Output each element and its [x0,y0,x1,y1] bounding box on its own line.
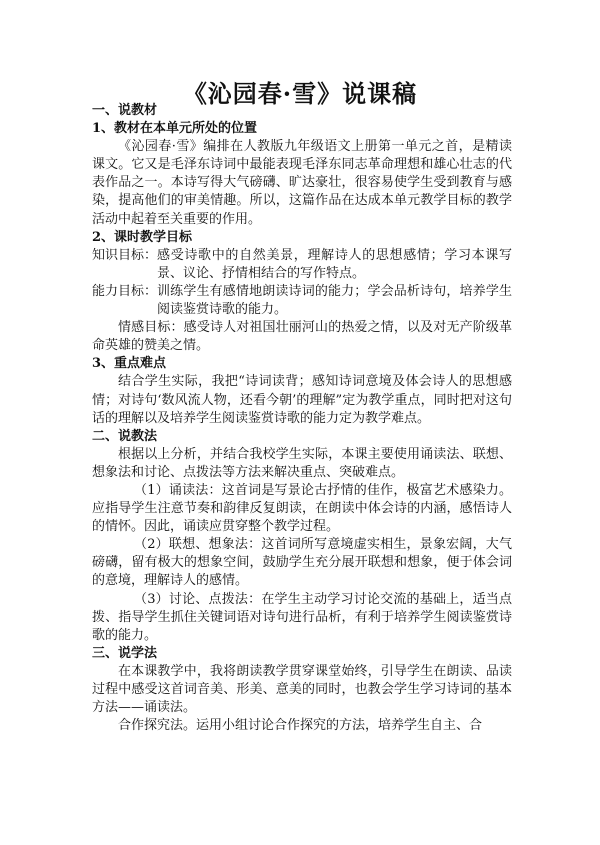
paragraph: 合作探究法。运用小组讨论合作探究的方法，培养学生自主、合 [118,718,483,734]
ability-goal-label: 能力目标： [92,283,158,299]
method-item: （2）联想、想象法：这首词所写意境虚实相生，景象宏阔，大气磅礴，留有极大的想象空间，鼓励学生充分展开联想和想象，便于体会词的意境，理解诗人的感情。 [92,537,512,589]
method-item: （3）讨论、点拨法：在学生主动学习讨论交流的基础上，适当点拨、指导学生抓住关键词语对诗句进行品析，有利于培养学生阅读鉴赏诗歌的能力。 [92,591,512,643]
section-heading: 一、说教材 [92,103,158,118]
ability-goal [92,283,512,319]
paragraph: 在本课教学中，我将朗读教学贯穿课堂始终，引导学生在朗读、品读过程中感受这首词音美、形美、意美的同时，也教会学生学习诗词的基本方法——诵读法。 [92,663,512,716]
paragraph: 根据以上分析，并结合我校学生实际，本课主要使用诵读法、联想、想象法和讨论、点拨法等方法来解决重点、突破难点。 [92,446,512,480]
emotion-goal: 情感目标：感受诗人对祖国壮丽河山的热爱之情，以及对无产阶级革命英雄的赞美之情。 [92,320,512,354]
subsection-heading: 2、课时教学目标 [92,229,193,245]
knowledge-goal-label: 知识目标： [92,247,158,263]
section-heading: 二、说教法 [92,428,158,444]
subsection-heading: 1、教材在本单元所处的位置 [92,121,258,137]
document-body [92,102,512,735]
ability-goal-text: 训练学生有感情地朗读诗词的能力；学会品析诗句，培养学生阅读鉴赏诗歌的能力。 [157,283,512,318]
page-title: 《沁园春·雪》说课稿 [182,79,418,108]
knowledge-goal [92,247,512,283]
section-heading: 三、说学法 [92,645,158,661]
paragraph: 结合学生实际，我把“诗词读背；感知诗词意境及体会诗人的思想感情；对诗句‘数风流人物，还看今朝’的理解”定为教学重点，同时把对这句话的理解以及培养学生阅读鉴赏诗歌的能力定为教学难点。 [92,374,512,426]
paragraph: 《沁园春·雪》编排在人教版九年级语文上册第一单元之首，是精读课文。它又是毛泽东诗词中最能表现毛泽东同志革命理想和雄心壮志的代表作品之一。本诗写得大气磅礴、旷达豪壮，很容易使学生受到教育与感染，提高他们的审美情趣。所以，这篇作品在达成本单元教学目标的教学活动中起着至关重要的作用。 [92,139,512,227]
subsection-heading: 3、重点难点 [92,356,167,372]
method-item: （1）诵读法：这首词是写景论古抒情的佳作，极富艺术感染力。应指导学生注意节奏和韵律反复朗读，在朗读中体会诗的内涵，感悟诗人的情怀。因此，诵读应贯穿整个教学过程。 [92,482,512,535]
knowledge-goal-text: 感受诗歌中的自然美景，理解诗人的思想感情；学习本课写景、议论、抒情相结合的写作特点。 [157,247,512,281]
